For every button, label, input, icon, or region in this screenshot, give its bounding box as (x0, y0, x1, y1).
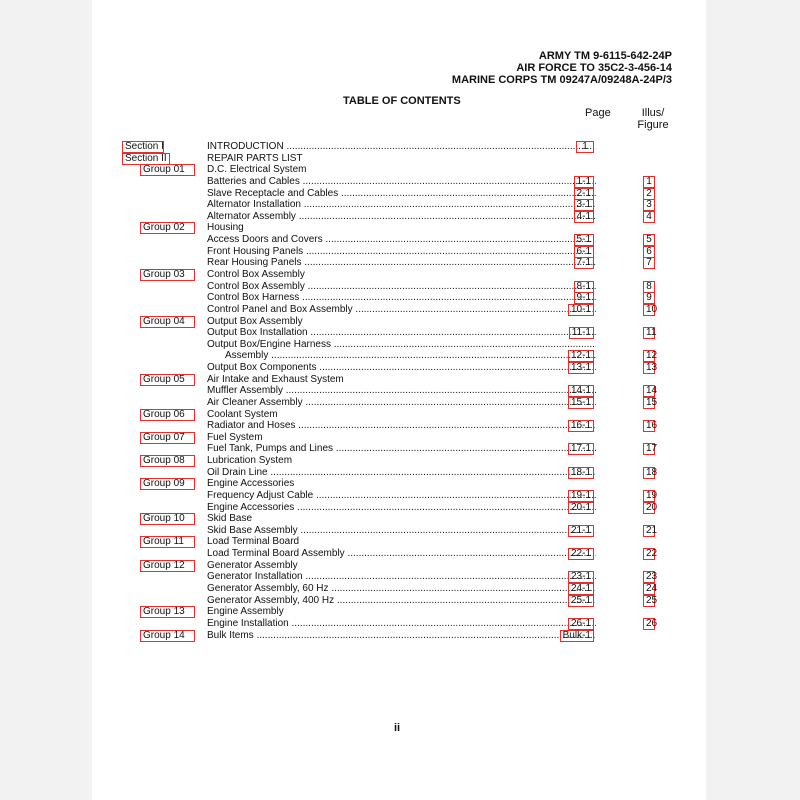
toc-entry-title[interactable]: Frequency Adjust Cable ..... (207, 490, 596, 502)
toc-figure-number[interactable]: 10 (643, 304, 655, 316)
toc-page-number[interactable]: 6-1 (574, 246, 594, 258)
toc-figure-number[interactable]: 8 (643, 281, 655, 293)
toc-entry-title[interactable]: Load Terminal Board Assembly ..... (207, 548, 596, 560)
toc-page-number[interactable]: 7-1 (574, 257, 594, 269)
toc-entry-title[interactable]: Access Doors and Covers ..... (207, 234, 596, 246)
toc-entry-title[interactable]: Generator Installation ..... (207, 571, 596, 583)
toc-figure-number[interactable]: 23 (643, 571, 655, 583)
toc-section-label[interactable]: Group 09 (140, 478, 195, 490)
toc-figure-number[interactable]: 18 (643, 467, 655, 479)
toc-row[interactable] (0, 536, 800, 548)
toc-row[interactable] (0, 548, 800, 560)
toc-row[interactable] (0, 304, 800, 316)
toc-page-number[interactable]: 9-1 (574, 292, 594, 304)
toc-entry-title[interactable]: Output Box Assembly (207, 315, 303, 327)
toc-row[interactable] (0, 234, 800, 246)
toc-page-number[interactable]: 15-1 (568, 397, 594, 409)
toc-entry-title[interactable]: Generator Assembly (207, 559, 298, 571)
page-number: ii (394, 722, 401, 734)
column-header-figure (637, 107, 669, 131)
toc-entry-title[interactable]: Radiator and Hoses ..... (207, 420, 596, 432)
toc-figure-number[interactable]: 17 (643, 443, 655, 455)
toc-page-number[interactable]: 3-1 (574, 199, 594, 211)
toc-entry-title[interactable]: Engine Assembly (207, 606, 284, 618)
toc-page-number[interactable]: 5-1 (574, 234, 594, 246)
toc-row[interactable] (0, 397, 800, 409)
toc-page-number[interactable]: 21-1 (568, 525, 594, 537)
toc-row[interactable] (0, 327, 800, 339)
toc-section-label[interactable]: Group 05 (140, 374, 195, 386)
toc-entry-title[interactable]: Front Housing Panels ..... (207, 246, 596, 258)
toc-entry-title[interactable]: Muffler Assembly ..... (207, 385, 596, 397)
toc-section-label[interactable]: Group 01 (140, 164, 195, 176)
toc-page-number[interactable]: 16-1 (568, 420, 594, 432)
toc-entry-title[interactable]: Engine Installation ..... (207, 618, 596, 630)
toc-section-label[interactable]: Section I (122, 141, 164, 153)
toc-section-label[interactable]: Group 10 (140, 513, 195, 525)
page-title: TABLE OF CONTENTS (343, 95, 461, 107)
toc-row[interactable] (0, 513, 800, 525)
toc-page-number[interactable]: 11-1 (569, 327, 594, 339)
toc-entry-title[interactable]: Batteries and Cables ..... (207, 176, 596, 188)
toc-figure-number[interactable]: 26 (643, 618, 655, 630)
toc-figure-number[interactable]: 4 (643, 211, 655, 223)
toc-row[interactable] (0, 583, 800, 595)
toc-figure-number[interactable]: 6 (643, 246, 655, 258)
header-air-force-to: AIR FORCE TO 35C2-3-456-14 (516, 62, 672, 74)
toc-row[interactable] (0, 630, 800, 642)
column-header-page: Page (585, 107, 611, 119)
toc-entry-title[interactable]: Bulk Items ..... (207, 630, 596, 642)
header-marine-corps-tm: MARINE CORPS TM 09247A/09248A-24P/3 (451, 74, 672, 86)
toc-entry-title[interactable]: Generator Assembly, 400 Hz ..... (207, 595, 596, 607)
toc-section-label[interactable]: Group 14 (140, 630, 195, 642)
toc-figure-number[interactable]: 5 (643, 234, 655, 246)
toc-entry-title[interactable]: Fuel System (207, 431, 263, 443)
toc-figure-number[interactable]: 16 (643, 420, 655, 432)
toc-figure-number[interactable]: 24 (643, 583, 655, 595)
toc-page-number[interactable]: 4-1 (574, 211, 594, 223)
toc-page-number[interactable]: 17-1 (568, 443, 594, 455)
toc-row[interactable] (0, 362, 800, 374)
toc-row[interactable] (0, 211, 800, 223)
toc-section-label[interactable]: Group 02 (140, 222, 195, 234)
toc-entry-title[interactable]: Output Box Components ..... (207, 362, 596, 374)
toc-figure-number[interactable]: 21 (643, 525, 655, 537)
toc-row[interactable] (0, 350, 800, 362)
toc-figure-number[interactable]: 19 (643, 490, 655, 502)
toc-entry-title[interactable]: Assembly ..... (225, 350, 596, 362)
toc-figure-number[interactable]: 1 (643, 176, 655, 188)
toc-entry-title[interactable]: Engine Accessories ..... (207, 502, 596, 514)
toc-row[interactable] (0, 455, 800, 467)
toc-page-number[interactable]: 19-1 (568, 490, 594, 502)
toc-entry-title[interactable]: INTRODUCTION ..... (207, 141, 596, 153)
toc-section-label[interactable]: Group 11 (140, 536, 195, 548)
toc-entry-title[interactable]: Output Box/Engine Harness ..... (207, 339, 596, 351)
toc-entry-title[interactable]: Alternator Installation ..... (207, 199, 596, 211)
toc-row[interactable] (0, 292, 800, 304)
toc-row[interactable] (0, 153, 800, 165)
toc-section-label[interactable]: Group 04 (140, 316, 195, 328)
toc-row[interactable] (0, 409, 800, 421)
toc-entry-title[interactable]: Fuel Tank, Pumps and Lines ..... (207, 443, 596, 455)
toc-entry-title[interactable]: Rear Housing Panels ..... (207, 257, 596, 269)
toc-page-number[interactable]: 22-1 (568, 548, 594, 560)
toc-page-number[interactable]: 8-1 (574, 281, 594, 293)
toc-entry-title[interactable]: Output Box Installation ..... (207, 327, 596, 339)
toc-row[interactable] (0, 560, 800, 572)
toc-page-number[interactable]: 1 (576, 141, 594, 153)
toc-figure-number[interactable]: 13 (643, 362, 655, 374)
toc-row[interactable] (0, 374, 800, 386)
toc-figure-number[interactable]: 15 (643, 397, 655, 409)
toc-row[interactable] (0, 281, 800, 293)
toc-figure-number[interactable]: 25 (643, 595, 655, 607)
toc-row[interactable] (0, 164, 800, 176)
toc-figure-number[interactable]: 3 (643, 199, 655, 211)
toc-section-label[interactable]: Group 03 (140, 269, 195, 281)
toc-page-number[interactable]: 13-1 (568, 362, 594, 374)
toc-entry-title[interactable]: Lubrication System (207, 455, 293, 466)
toc-entry-title[interactable]: Skid Base Assembly ..... (207, 525, 596, 537)
toc-entry-title[interactable]: Air Cleaner Assembly ..... (207, 397, 596, 409)
column-header-figure-line2: Figure (637, 119, 669, 131)
toc-row[interactable] (0, 618, 800, 630)
toc-entry-title[interactable]: Control Box Assembly (207, 268, 305, 280)
toc-row[interactable] (0, 478, 800, 490)
toc-figure-number[interactable]: 14 (643, 385, 655, 397)
toc-row[interactable] (0, 385, 800, 397)
toc-page-number[interactable]: 18-1 (568, 467, 594, 479)
toc-entry-title[interactable]: REPAIR PARTS LIST (207, 152, 303, 164)
toc-figure-number[interactable]: 20 (643, 502, 655, 514)
toc-row[interactable] (0, 176, 800, 188)
toc-entry-title[interactable]: Generator Assembly, 60 Hz ..... (207, 583, 596, 595)
toc-row[interactable] (0, 502, 800, 514)
toc-entry-title[interactable]: Slave Receptacle and Cables ..... (207, 188, 596, 200)
toc-row[interactable] (0, 432, 800, 444)
toc-page-number[interactable]: 23-1 (568, 571, 594, 583)
toc-entry-title[interactable]: Oil Drain Line ..... (207, 467, 596, 479)
toc-row[interactable] (0, 339, 800, 351)
toc-page-number[interactable]: Bulk-1 (560, 630, 594, 642)
toc-row[interactable] (0, 257, 800, 269)
toc-entry-title[interactable]: Housing (207, 222, 244, 234)
toc-entry-title[interactable]: Skid Base (207, 513, 253, 525)
toc-section-label[interactable]: Group 06 (140, 409, 195, 421)
toc-row[interactable] (0, 606, 800, 618)
toc-entry-title[interactable]: Load Terminal Board (207, 536, 300, 548)
toc-page-number[interactable]: 26-1 (568, 618, 594, 630)
toc-row[interactable] (0, 269, 800, 281)
toc-entry-title[interactable]: Control Box Harness ..... (207, 292, 596, 304)
toc-row[interactable] (0, 490, 800, 502)
toc-section-label[interactable]: Group 07 (140, 432, 195, 444)
toc-figure-number[interactable]: 7 (643, 257, 655, 269)
toc-entry-title[interactable]: D.C. Electrical System (207, 164, 307, 176)
toc-row[interactable] (0, 316, 800, 328)
toc-entry-title[interactable]: Control Panel and Box Assembly ..... (207, 304, 596, 316)
toc-figure-number[interactable]: 2 (643, 188, 655, 200)
toc-section-label[interactable]: Group 12 (140, 560, 195, 572)
toc-row[interactable] (0, 420, 800, 432)
toc-row[interactable] (0, 443, 800, 455)
toc-row[interactable] (0, 595, 800, 607)
toc-figure-number[interactable]: 12 (643, 350, 655, 362)
toc-page-number[interactable]: 10-1 (568, 304, 594, 316)
toc-page-number[interactable]: 12-1 (568, 350, 594, 362)
toc-figure-number[interactable]: 11 (643, 327, 655, 339)
toc-page-number[interactable]: 20-1 (568, 502, 594, 514)
toc-section-label[interactable]: Group 08 (140, 455, 195, 467)
toc-page-number[interactable]: 25-1 (568, 595, 594, 607)
toc-row[interactable] (0, 222, 800, 234)
toc-row[interactable] (0, 199, 800, 211)
toc-page-number[interactable]: 24-1 (568, 583, 594, 595)
toc-entry-title[interactable]: Air Intake and Exhaust System (207, 373, 344, 385)
toc-section-label[interactable]: Group 13 (140, 606, 195, 618)
toc-row[interactable] (0, 188, 800, 200)
toc-section-label[interactable]: Section II (122, 153, 170, 165)
toc-row[interactable] (0, 141, 800, 153)
toc-entry-title[interactable]: Alternator Assembly ..... (207, 211, 596, 223)
toc-figure-number[interactable]: 9 (643, 292, 655, 304)
toc-entry-title[interactable]: Engine Accessories (207, 478, 295, 490)
toc-page-number[interactable]: 1-1 (574, 176, 594, 188)
toc-entry-title[interactable]: Coolant System (207, 408, 278, 420)
toc-row[interactable] (0, 246, 800, 258)
toc-page-number[interactable]: 14-1 (568, 385, 594, 397)
column-header-figure-line1: Illus/ (641, 107, 665, 119)
toc-row[interactable] (0, 571, 800, 583)
toc-figure-number[interactable]: 22 (643, 548, 655, 560)
header-army-tm: ARMY TM 9-6115-642-24P (538, 50, 672, 62)
toc-entry-title[interactable]: Control Box Assembly ..... (207, 281, 596, 293)
toc-row[interactable] (0, 525, 800, 537)
toc-row[interactable] (0, 467, 800, 479)
toc-page-number[interactable]: 2-1 (574, 188, 594, 200)
